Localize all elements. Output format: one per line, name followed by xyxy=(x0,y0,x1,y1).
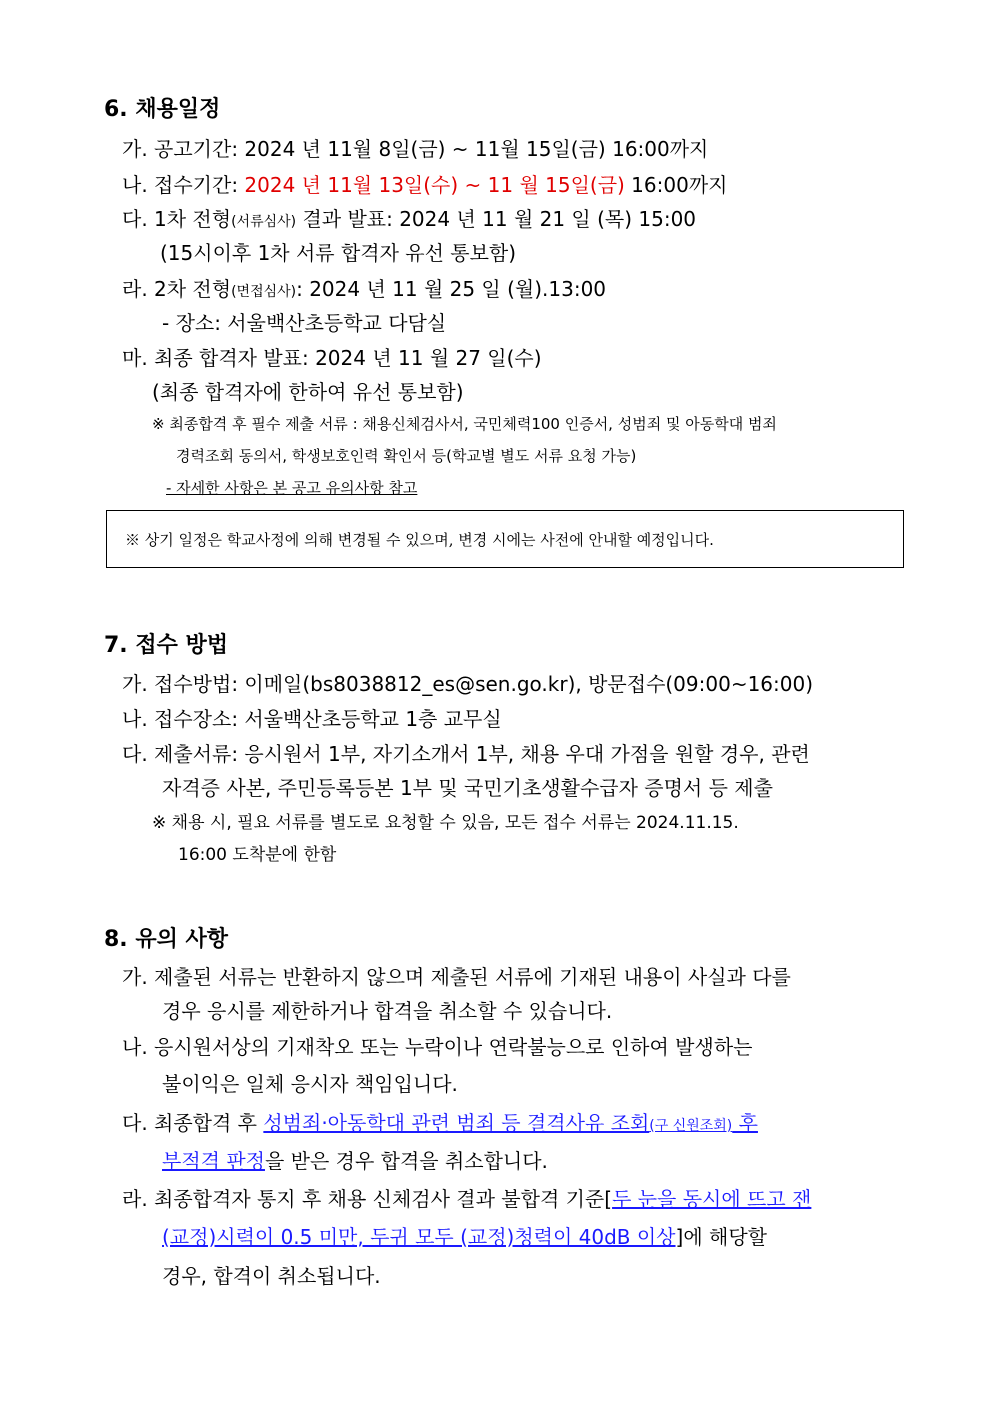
sec8-item-na-2: 불이익은 일체 응시자 책임입니다. xyxy=(162,1072,458,1096)
schedule-change-notice: ※ 상기 일정은 학교사정에 의해 변경될 수 있으며, 변경 시에는 사전에 안내할 예정입니다. xyxy=(106,510,904,568)
sec7-place: 나. 접수장소: 서울백산초등학교 1층 교무실 xyxy=(122,707,502,731)
sec7-method: 가. 접수방법: 이메일(bs8038812_es@sen.go.kr), 방문접수(09:00~16:00) xyxy=(122,672,814,696)
sec7-note-2: 16:00 도착분에 한함 xyxy=(178,845,337,865)
sec6-announce-period: 가. 공고기간: 2024 년 11월 8일(금) ~ 11월 15일(금) 16:00까지 xyxy=(122,137,709,161)
sec6-receipt-period: 나. 접수기간: 2024 년 11월 13일(수) ~ 11 월 15일(금) 16:00까지 xyxy=(122,173,728,197)
sec8-item-da-2: 부적격 판정을 받은 경우 합격을 취소합니다. xyxy=(162,1149,548,1173)
sec6-first-round: 다. 1차 전형(서류심사) 결과 발표: 2024 년 11 월 21 일 (목) 15:00 xyxy=(122,207,697,231)
sec6-final-note: (최종 합격자에 한하여 유선 통보함) xyxy=(152,380,464,404)
sec6-required-docs-1: ※ 최종합격 후 필수 제출 서류 : 채용신체검사서, 국민체력100 인증서, 성범죄 및 아동학대 범죄 xyxy=(152,415,777,433)
sec6-interview-place: - 장소: 서울백산초등학교 다담실 xyxy=(162,311,447,335)
receipt-period-highlight: 2024 년 11월 13일(수) ~ 11 월 15일(금) xyxy=(244,173,625,197)
section-8-title: 8. 유의 사항 xyxy=(104,927,228,952)
section-7-title: 7. 접수 방법 xyxy=(104,633,228,658)
sec8-item-ga-2: 경우 응시를 제한하거나 합격을 취소할 수 있습니다. xyxy=(162,999,613,1023)
sec7-documents-2: 자격증 사본, 주민등록등본 1부 및 국민기초생활수급자 증명서 등 제출 xyxy=(162,776,773,800)
sec8-item-ra-3: 경우, 합격이 취소됩니다. xyxy=(162,1264,381,1288)
sec6-final-announce: 마. 최종 합격자 발표: 2024 년 11 월 27 일(수) xyxy=(122,346,542,370)
sec6-first-round-note: (15시이후 1차 서류 합격자 유선 통보함) xyxy=(160,241,517,265)
sec8-item-da-1: 다. 최종합격 후 성범죄·아동학대 관련 범죄 등 결격사유 조회(구 신원조회) 후 xyxy=(122,1111,758,1135)
sec8-item-ga-1: 가. 제출된 서류는 반환하지 않으며 제출된 서류에 기재된 내용이 사실과 다를 xyxy=(122,965,791,989)
sec6-second-round: 라. 2차 전형(면접심사): 2024 년 11 월 25 일 (월).13:00 xyxy=(122,277,607,301)
sec8-item-ra-2: (교정)시력이 0.5 미만, 두귀 모두 (교정)청력이 40dB 이상]에 해당할 xyxy=(162,1225,767,1249)
sec8-item-na-1: 나. 응시원서상의 기재착오 또는 누락이나 연락불능으로 인하여 발생하는 xyxy=(122,1035,753,1059)
section-6-title: 6. 채용일정 xyxy=(104,97,221,122)
sec7-note-1: ※ 채용 시, 필요 서류를 별도로 요청할 수 있음, 모든 접수 서류는 2024.11.15. xyxy=(152,813,739,833)
sec6-reference-note: - 자세한 사항은 본 공고 유의사항 참고 xyxy=(166,479,418,497)
sec7-documents-1: 다. 제출서류: 응시원서 1부, 자기소개서 1부, 채용 우대 가점을 원할 경우, 관련 xyxy=(122,742,810,766)
sec6-required-docs-2: 경력조회 동의서, 학생보호인력 확인서 등(학교별 별도 서류 요청 가능) xyxy=(176,447,637,465)
sec8-item-ra-1: 라. 최종합격자 통지 후 채용 신체검사 결과 불합격 기준[두 눈을 동시에 뜨고 잰 xyxy=(122,1187,812,1211)
